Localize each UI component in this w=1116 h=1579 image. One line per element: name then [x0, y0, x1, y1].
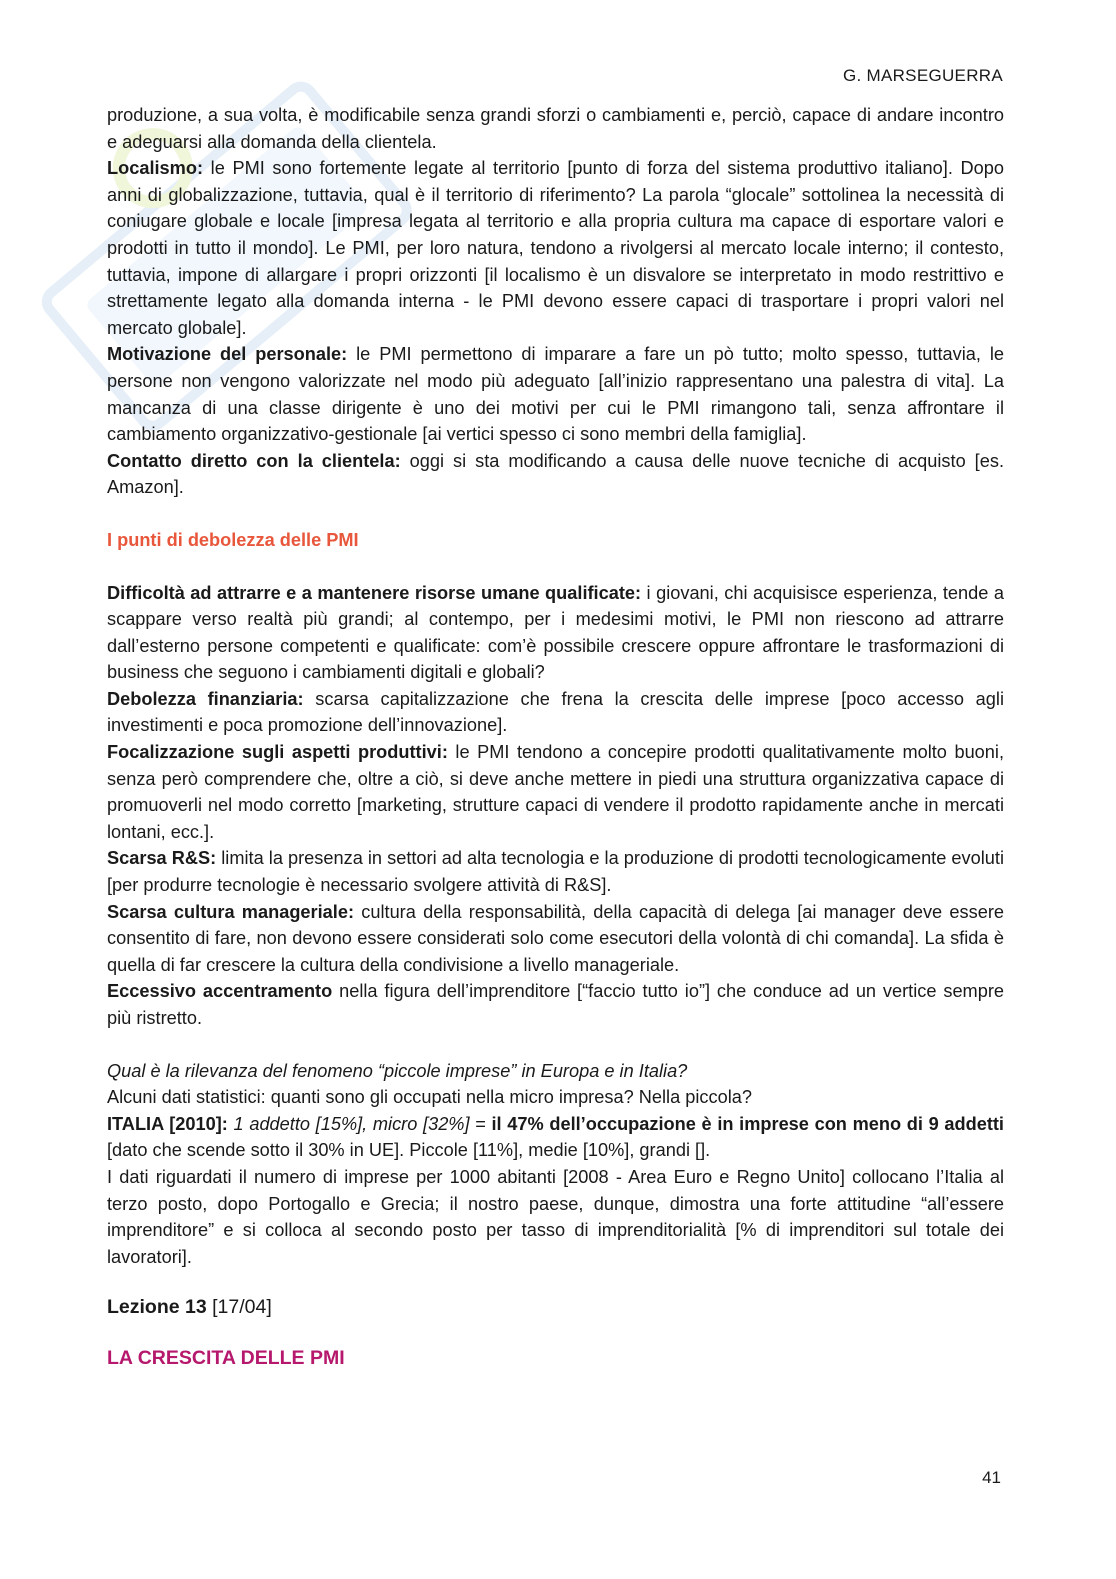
- page-header-author: G. MARSEGUERRA: [842, 66, 1003, 85]
- stats-line: Alcuni dati statistici: quanti sono gli occupati nella micro impresa? Nella piccola?: [107, 1087, 752, 1108]
- weakness-aspetti-produttivi: [107, 739, 1004, 845]
- weakness-rs: [107, 845, 1004, 898]
- weakness-finanziaria: [107, 686, 1004, 739]
- term-text: scarsa capitalizzazione che frena la crescita delle imprese [poco accesso agli investimenti e poca promozione dell’innovazione].: [107, 688, 1004, 736]
- strength-localismo: [107, 155, 1004, 341]
- stats-italia: [107, 1111, 1004, 1164]
- term-text: nella figura dell’imprenditore [“faccio tutto io”] che conduce ad un vertice sempre più ristretto.: [107, 981, 1004, 1028]
- term-label: Difficoltà ad attrarre e a mantenere risorse umane qualificate:: [107, 582, 642, 603]
- lesson-label: Lezione 13: [107, 1296, 207, 1319]
- italia-italic: 1 addetto [15%], micro [32%]: [227, 1113, 470, 1134]
- term-label: Localismo:: [107, 158, 204, 179]
- term-text: oggi si sta modificando a causa delle nuove tecniche di acquisto [es. Amazon].: [107, 450, 1004, 498]
- italia-label: ITALIA [2010]:: [107, 1113, 228, 1134]
- term-text: i giovani, chi acquisisce esperienza, tende a scappare verso realtà più grandi; al contempo, per i medesimi motivi, le PMI non riescono ad attrarre dall’esterno persone competenti e qualificate: com’è possibile crescere oppure affrontare le trasformazioni di business che seguono i cambiamenti digitali e globali?: [107, 582, 1004, 683]
- document-body: [107, 102, 1004, 1372]
- stats-question: [107, 1058, 1004, 1085]
- growth-heading: LA CRESCITA DELLE PMI: [107, 1346, 345, 1369]
- stats-question-text: Qual è la rilevanza del fenomeno “piccole imprese” in Europa e in Italia?: [107, 1060, 688, 1081]
- page-number: 41: [982, 1468, 1001, 1487]
- weakness-accentramento: [107, 978, 1004, 1031]
- lesson-date: [17/04]: [206, 1296, 272, 1319]
- term-label: Scarsa R&S:: [107, 848, 217, 869]
- term-text: cultura della responsabilità, della capacità di delega [ai manager deve essere consentito di fare, non devono essere considerati solo come esecutori della volontà di chi comanda]. La sfida è quella di far crescere la cultura della condivisione a livello manageriale.: [107, 901, 1004, 975]
- italia-rest: [dato che scende sotto il 30% in UE]. Piccole [11%], medie [10%], grandi [].: [107, 1140, 711, 1161]
- stats-paragraph: I dati riguardati il numero di imprese per 1000 abitanti [2008 - Area Euro e Regno Unito] collocano l’Italia al terzo posto, dopo Portogallo e Grecia; il nostro paese, dunque, dimostra una forte attitudine “all’essere imprenditore” e si colloca al secondo posto per tasso di imprenditorialità [% di imprenditori sul totale dei lavoratori].: [107, 1166, 1004, 1267]
- term-label: Debolezza finanziaria:: [107, 688, 304, 709]
- weakness-risorse-umane: [107, 580, 1004, 686]
- italia-bold: il 47% dell’occupazione è in imprese con meno di 9 addetti: [491, 1113, 1004, 1134]
- italia-eq: =: [469, 1113, 492, 1134]
- term-label: Motivazione del personale:: [107, 344, 348, 365]
- term-label: Contatto diretto con la clientela:: [107, 450, 401, 471]
- term-text: le PMI permettono di imparare a fare un pò tutto; molto spesso, tuttavia, le persone non vengono valorizzate nel modo più adeguato [all’inizio rappresentano una palestra di vita]. La mancanza di una classe dirigente è uno dei motivi per cui le PMI rimangono tali, senza affrontare il cambiamento organizzativo-gestionale [ai vertici spesso ci sono membri della famiglia].: [107, 344, 1004, 445]
- term-text: le PMI tendono a concepire prodotti qualitativamente molto buoni, senza però comprendere che, oltre a ciò, si deve anche mettere in piedi una struttura organizzativa capace di promuoverli nel modo corretto [marketing, strutture capaci di vendere il prodotto rapidamente anche in mercati lontani, ecc.].: [107, 742, 1005, 842]
- strength-contatto: [107, 448, 1004, 501]
- term-text: limita la presenza in settori ad alta tecnologia e la produzione di prodotti tecnologicamente evoluti [per produrre tecnologie è necessario svolgere attività di R&S].: [107, 848, 1004, 896]
- strength-motivazione: [107, 341, 1004, 447]
- intro-paragraph: produzione, a sua volta, è modificabile senza grandi sforzi o cambiamenti e, perciò, capace di andare incontro e adeguarsi alla domanda della clientela.: [107, 105, 1004, 152]
- weakness-heading: I punti di debolezza delle PMI: [107, 529, 359, 550]
- term-label: Eccessivo accentramento: [107, 981, 333, 1002]
- term-label: Focalizzazione sugli aspetti produttivi:: [107, 742, 448, 763]
- term-text: le PMI sono fortemente legate al territorio [punto di forza del sistema produttivo italiano]. Dopo anni di globalizzazione, tuttavia, qual è il territorio di riferimento? La parola “glocale” sottolinea la necessità di coniugare globale e locale [impresa legata al territorio e alla propria cultura ma capace di esportare valori e prodotti in tutto il mondo]. Le PMI, per loro natura, tendono a rivolgersi al mercato locale interno; il contesto, tuttavia, impone di allargare i propri orizzonti [il localismo è un disvalore se interpretato in modo restrittivo e strettamente legato alla domanda interna - le PMI devono essere capaci di trasportare i propri valori nel mercato globale].: [107, 158, 1004, 338]
- lesson-title: [107, 1294, 1004, 1321]
- term-label: Scarsa cultura manageriale:: [107, 901, 355, 922]
- weakness-cultura-manageriale: [107, 899, 1004, 979]
